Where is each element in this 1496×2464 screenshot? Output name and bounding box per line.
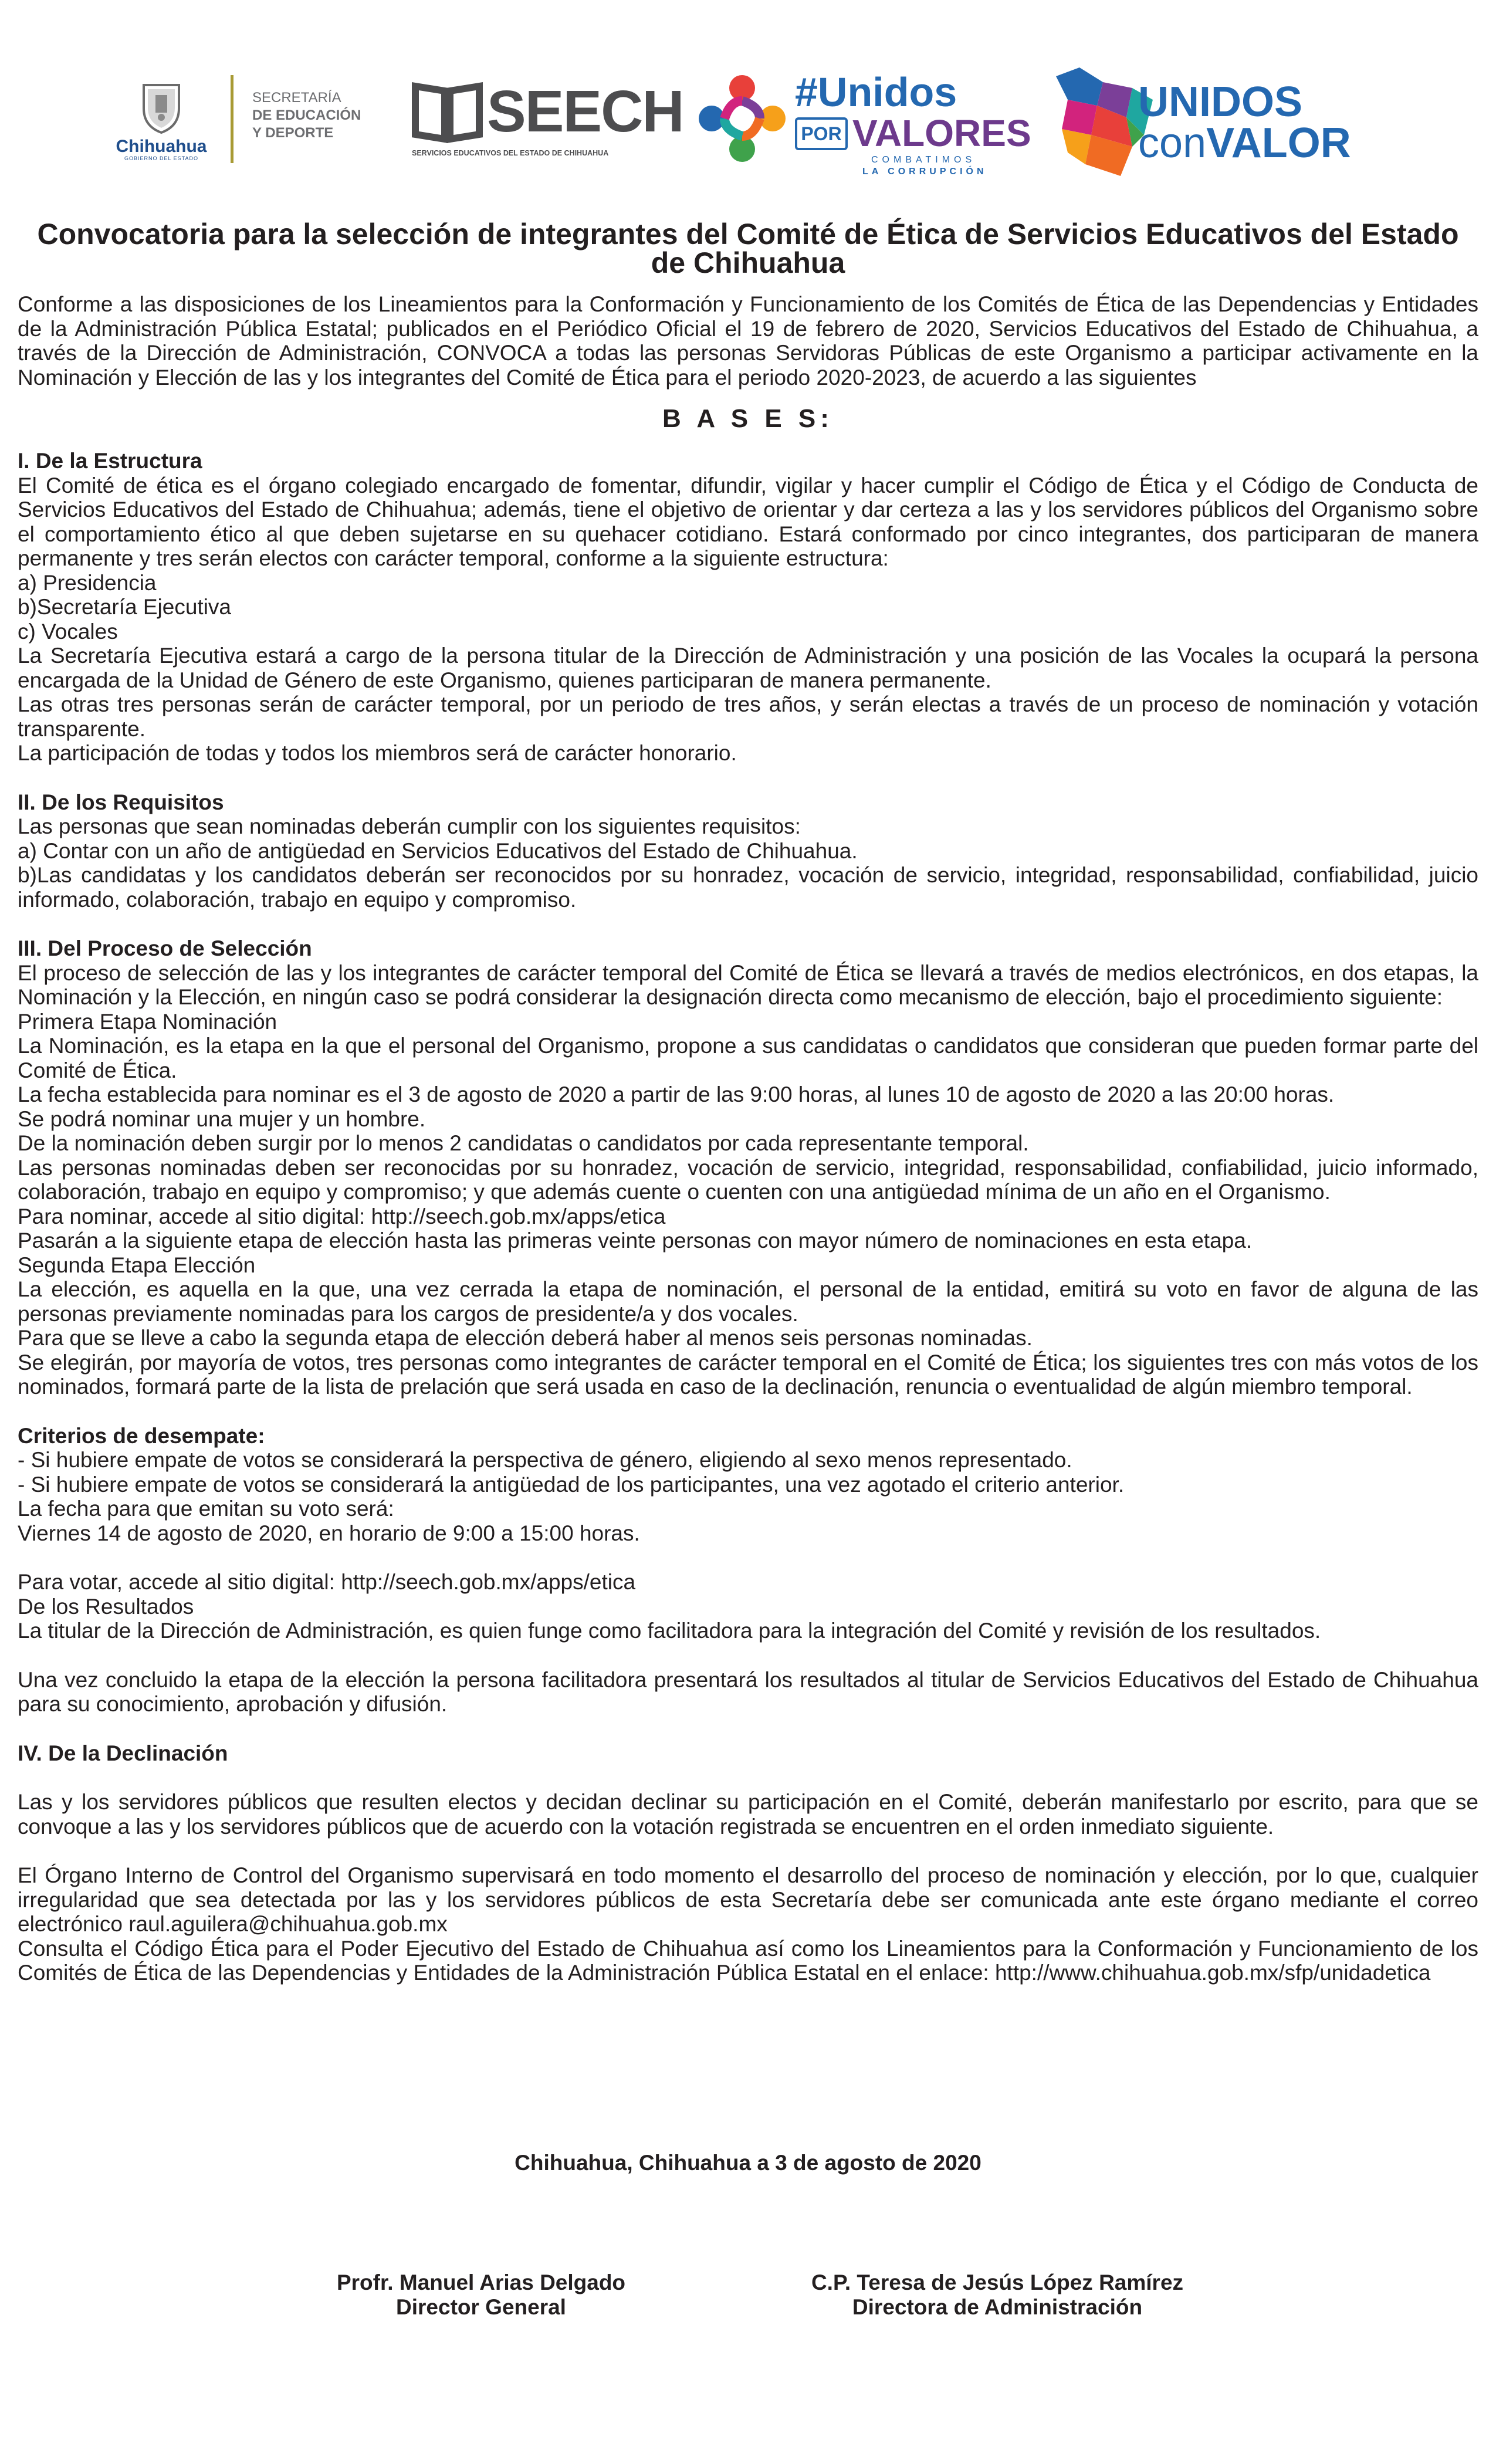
chihuahua-logo [111,82,211,161]
valores-word: VALORES [852,112,1031,154]
signature-block-2 [774,2270,1220,2319]
section-1-paragraph: El Comité de ética es el órgano colegiado encargado de fomentar, difundir, vigilar y hacer cumplir el Código de Ética y el Código de Conducta de Servicios Educativos del Estado de Chihuahua; además, tiene el objetivo de orientar y dar certeza a las y los servidores públicos del Organismo sobre el comportamiento ético al que deben sujetarse en su quehacer cotidiano. Estará conformado por cinco integrantes, dos participaran de manera permanente y tres serán electos con carácter temporal, conforme a la siguiente estructura: [18,473,1478,570]
signer-name: C.P. Teresa de Jesús López Ramírez [811,2270,1184,2294]
unidos-con-valor-logo [1044,59,1396,188]
signer-name: Profr. Manuel Arias Delgado [336,2270,626,2294]
tiebreak-heading: Criterios de desempate: [18,1423,265,1448]
spacer [18,1399,1478,1424]
unidos-hashtag: #Unidos [795,69,957,115]
section-4-paragraph: El Órgano Interno de Control del Organismo supervisará en todo momento el desarrollo del proceso de nominación y elección, por lo que, cualquier irregularidad que sea detectada por las y los servidores públicos de esta Secretaría debe ser comunicada ante este órgano mediante el correo electrónico raul.aguilera@chihuahua.gob.mx [18,1863,1478,1936]
con-valor-line [1138,120,1351,167]
secretaria-logo [252,89,393,142]
con-word: con [1138,120,1207,167]
logo-divider [231,75,233,163]
bases-heading: B A S E S: [662,404,834,433]
section-2-heading: II. De los Requisitos [18,790,224,814]
list-item: b)Las candidatas y los candidatos deberán ser reconocidos por su honradez, vocación de servicio, integridad, responsabilidad, confiabilidad, juicio informado, colaboración, trabajo en equipo y compromiso. [18,863,1478,912]
secretaria-line-2: DE EDUCACIÓN [252,107,361,123]
unidos-por-valores-logo [695,66,1031,183]
intro-paragraph: Conforme a las disposiciones de los Lineamientos para la Conformación y Funcionamiento de los Comités de Ética de las Dependencias y Entidades de la Administración Pública Estatal; publicados en el Periódico Oficial el 19 de febrero de 2020, Servicios Educativos del Estado de Chihuahua, a través de la Dirección de Administración, CONVOCA a todas las personas Servidoras Públicas de este Organismo a participar activamente en la Nominación y Elección de las y los integrantes del Comité de Ética para el periodo 2020-2023, de acuerdo a las siguientes [18,292,1478,390]
unidos-word: UNIDOS [1138,79,1303,126]
section-2-paragraph: Las personas que sean nominadas deberán cumplir con los siguientes requisitos: [18,814,801,838]
signature-block-1 [293,2270,669,2319]
section-3-paragraph: El proceso de selección de las y los integrantes de carácter temporal del Comité de Ética se llevará a través de medios electrónicos, en dos etapas, la Nominación y la Elección, en ningún caso se podrá considerar la designación directa como mecanismo de elección, bajo el procedimiento siguiente: [18,960,1478,1009]
section-3-paragraph: La fecha establecida para nominar es el 3 de agosto de 2020 a partir de las 9:00 horas, al lunes 10 de agosto de 2020 a las 20:00 horas. [18,1082,1335,1106]
header-logos [0,59,1496,194]
spacer [18,766,1478,790]
corrupcion-text: LA CORRUPCIÓN [862,167,987,177]
vote-date: Viernes 14 de agosto de 2020, en horario de 9:00 a 15:00 horas. [18,1521,640,1545]
section-3-paragraph: De la nominación deben surgir por lo menos 2 candidatas o candidatos por cada representante temporal. [18,1131,1029,1155]
people-ring-icon [695,72,789,165]
section-3-heading: III. Del Proceso de Selección [18,936,312,960]
section-1-paragraph: Las otras tres personas serán de carácter temporal, por un periodo de tres años, y serán electas a través de un proceso de nominación y votación transparente. [18,692,1478,741]
section-1-heading: I. De la Estructura [18,449,202,473]
results-paragraph: La titular de la Dirección de Administración, es quien funge como facilitadora para la integración del Comité y revisión de los resultados. [18,1619,1321,1643]
section-3-paragraph: La elección, es aquella en la que, una vez cerrada la etapa de nominación, el personal de la entidad, emitirá su voto en favor de alguna de las personas previamente nominadas para los cargos de presidente/a y dos vocales. [18,1277,1478,1326]
section-3-paragraph: Pasarán a la siguiente etapa de elección hasta las primeras veinte personas con mayor número de nominaciones en esta etapa. [18,1228,1253,1253]
convocatoria-document [18,220,1478,1985]
spacer [18,1545,1478,1570]
list-item: b)Secretaría Ejecutiva [18,595,232,619]
list-item: a) Contar con un año de antigüedad en Servicios Educativos del Estado de Chihuahua. [18,838,858,863]
list-item: a) Presidencia [18,570,157,595]
tiebreak-criterion: - Si hubiere empate de votos se considerará la perspectiva de género, eligiendo al sexo menos representado. [18,1448,1072,1472]
stage-1-label: Primera Etapa Nominación [18,1009,277,1034]
results-label: De los Resultados [18,1594,194,1619]
place-and-date: Chihuahua, Chihuahua a 3 de agosto de 2020 [515,2151,981,2175]
tiebreak-criterion: - Si hubiere empate de votos se considerará la antigüedad de los participantes, una vez agotado el criterio anterior. [18,1472,1125,1497]
section-4-paragraph: Consulta el Código Ética para el Poder Ejecutivo del Estado de Chihuahua así como los Lineamientos para la Conformación y Funcionamiento de los Comités de Ética de las Dependencias y Entidades de la Administración Pública Estatal en el enlace: http://www.chihuahua.gob.mx/sfp/unidadetica [18,1936,1478,1985]
valor-word: VALOR [1206,120,1351,167]
seech-wordmark: SEECH [487,79,683,144]
por-badge: POR [795,117,848,150]
spacer [18,1643,1478,1668]
book-icon [411,80,484,145]
results-paragraph: Una vez concluido la etapa de la elección la persona facilitadora presentará los resultados al titular de Servicios Educativos del Estado de Chihuahua para su conocimiento, aprobación y difusión. [18,1667,1478,1716]
signer-role: Directora de Administración [852,2294,1143,2319]
section-3-paragraph: Se podrá nominar una mujer y un hombre. [18,1106,426,1131]
vote-date-label: La fecha para que emitan su voto será: [18,1497,394,1521]
spacer [18,912,1478,936]
section-4-heading: IV. De la Declinación [18,1741,228,1765]
combatimos-text: COMBATIMOS [871,155,976,165]
spacer [18,1839,1478,1863]
document-title: Convocatoria para la selección de integrantes del Comité de Ética de Servicios Educativos del Estado de Chihuahua [37,218,1459,279]
section-1-paragraph: La participación de todas y todos los miembros será de carácter honorario. [18,741,737,765]
section-3-paragraph: La Nominación, es la etapa en la que el personal del Organismo, propone a sus candidatas o candidatos que consideran que pueden formar parte del Comité de Ética. [18,1034,1478,1082]
section-1-paragraph: La Secretaría Ejecutiva estará a cargo de la persona titular de la Dirección de Administración y una posición de las Vocales la ocupará la persona encargada de la Unidad de Género de este Organismo, quienes participaran de manera permanente. [18,644,1478,692]
seech-subtext: SERVICIOS EDUCATIVOS DEL ESTADO DE CHIHUAHUA [412,149,609,157]
voting-link-text[interactable]: Para votar, accede al sitio digital: http://seech.gob.mx/apps/etica [18,1570,636,1594]
section-3-paragraph: Se elegirán, por mayoría de votos, tres personas como integrantes de carácter temporal en el Comité de Ética; los siguientes tres con más votos de los nominados, formará parte de la lista de prelación que será usada en caso de la declinación, renuncia o eventualidad de algún miembro temporal. [18,1350,1478,1399]
secretaria-line-1: SECRETARÍA [252,90,341,106]
section-3-paragraph: Para que se lleve a cabo la segunda etapa de elección deberá haber al menos seis personas nominadas. [18,1326,1033,1350]
secretaria-line-3: Y DEPORTE [252,125,334,141]
spacer [18,1717,1478,1741]
signer-role: Director General [396,2294,566,2319]
seech-logo [411,77,683,165]
spacer [18,1765,1478,1790]
stage-2-label: Segunda Etapa Elección [18,1253,256,1277]
coat-of-arms-icon [111,82,211,135]
chihuahua-wordmark: Chihuahua [116,137,207,156]
section-3-paragraph: Las personas nominadas deben ser reconocidas por su honradez, vocación de servicio, integridad, responsabilidad, confiabilidad, juicio informado, colaboración, trabajo en equipo y compromiso; y que además cuente o cuenten con una antigüedad mínima de un año en el Organismo. [18,1155,1478,1204]
section-4-paragraph: Las y los servidores públicos que resulten electos y decidan declinar su participación en el Comité, deberán manifestarlo por escrito, para que se convoque a las y los servidores públicos que de acuerdo con la votación registrada se encuentren en el orden inmediato siguiente. [18,1790,1478,1839]
chihuahua-subtext: GOBIERNO DEL ESTADO [124,155,199,161]
list-item: c) Vocales [18,619,118,644]
nomination-link-text[interactable]: Para nominar, accede al sitio digital: http://seech.gob.mx/apps/etica [18,1204,666,1228]
